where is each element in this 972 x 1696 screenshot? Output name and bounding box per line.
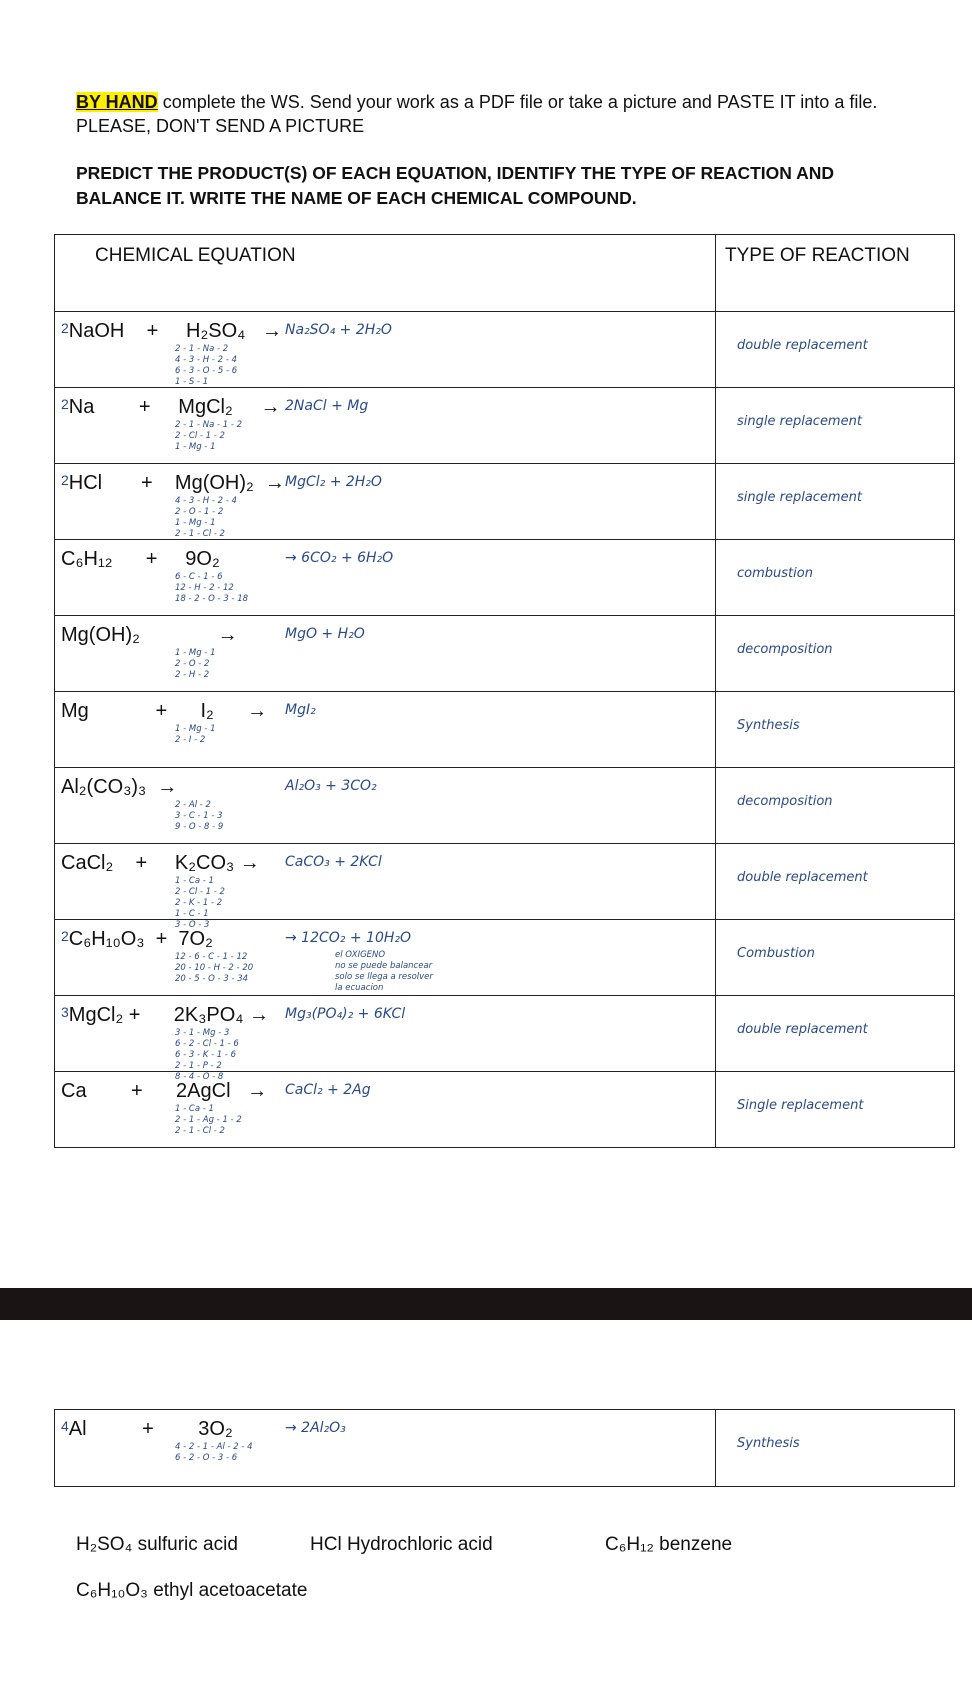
reactions-table <box>54 234 955 1148</box>
reactants: Al₂(CO₃)₃ → <box>61 776 178 798</box>
reactions-table-2 <box>54 1409 955 1487</box>
balancing-work: 6 - C - 1 - 6 12 - H - 2 - 12 18 - 2 - O - 3 - 18 <box>175 572 249 604</box>
equation <box>61 1418 233 1441</box>
products-handwritten: CaCO₃ + 2KCl <box>285 854 382 870</box>
reactants: Al + 3O₂ <box>68 1418 233 1440</box>
balancing-work: 12 - 6 - C - 1 - 12 20 - 10 - H - 2 - 20 20 - 5 - O - 3 - 34 <box>175 952 254 984</box>
header-type: TYPE OF REACTION <box>725 245 910 266</box>
equation <box>61 624 238 647</box>
footnote-hcl: HCl Hydrochloric acid <box>310 1534 493 1555</box>
products-handwritten: MgI₂ <box>285 702 316 718</box>
coefficient: 2 <box>61 320 69 336</box>
page-separator <box>0 1288 972 1320</box>
equation <box>61 928 213 951</box>
reaction-type: double replacement <box>737 1022 868 1037</box>
reactants: Ca + 2AgCl → <box>61 1080 268 1102</box>
footnote-h2so4: H₂SO₄ sulfuric acid <box>76 1534 238 1555</box>
products-handwritten: MgCl₂ + 2H₂O <box>285 474 382 490</box>
table-row <box>55 615 954 691</box>
equation <box>61 1080 267 1103</box>
products-handwritten: 2NaCl + Mg <box>285 398 369 414</box>
reactants: CaCl₂ + K₂CO₃ → <box>61 852 260 874</box>
instruction-line1: complete the WS. Send your work as a PDF file or take a picture and PASTE IT into a file. <box>157 92 878 112</box>
products-handwritten: Na₂SO₄ + 2H₂O <box>285 322 392 338</box>
footnote-c6h12: C₆H₁₂ benzene <box>605 1534 733 1555</box>
table-row <box>55 691 954 767</box>
balancing-work: 3 - 1 - Mg - 3 6 - 2 - Cl - 1 - 6 6 - 3 - K - 1 - 6 2 - 1 - P - 2 8 - 4 - O - 8 <box>175 1028 239 1082</box>
balancing-work: 4 - 2 - 1 - Al - 2 - 4 6 - 2 - O - 3 - 6 <box>175 1442 253 1463</box>
table-header <box>55 235 954 311</box>
reaction-type: decomposition <box>737 794 833 809</box>
equation <box>61 320 282 343</box>
products-handwritten: → 12CO₂ + 10H₂O <box>285 930 412 946</box>
reactants: Na + MgCl₂ → <box>68 396 281 418</box>
reaction-type: Single replacement <box>737 1098 864 1113</box>
reaction-type: double replacement <box>737 338 868 353</box>
reactants: Mg(OH)₂ → <box>61 624 238 646</box>
reaction-type: Synthesis <box>737 1436 800 1451</box>
coefficient: 3 <box>61 1004 69 1020</box>
reaction-type: Synthesis <box>737 718 800 733</box>
reactants: NaOH + H₂SO₄ → <box>68 320 282 342</box>
balancing-work: 2 - 1 - Na - 2 4 - 3 - H - 2 - 4 6 - 3 - O - 5 - 6 1 - S - 1 <box>175 344 238 387</box>
table-row <box>55 311 954 387</box>
reaction-type: single replacement <box>737 414 862 429</box>
reactants: MgCl₂ + 2K₃PO₄ → <box>68 1004 270 1026</box>
task-instructions: PREDICT THE PRODUCT(S) OF EACH EQUATION, IDENTIFY THE TYPE OF REACTION AND BALANCE IT. WRITE THE NAME OF EACH CHEMICAL COMPOUND. <box>76 163 835 208</box>
reaction-type: Combustion <box>737 946 815 961</box>
reaction-type: double replacement <box>737 870 868 885</box>
reaction-type: decomposition <box>737 642 833 657</box>
balancing-work: 1 - Ca - 1 2 - 1 - Ag - 1 - 2 2 - 1 - Cl - 2 <box>175 1104 242 1136</box>
balancing-work: 4 - 3 - H - 2 - 4 2 - O - 1 - 2 1 - Mg - 1 2 - 1 - Cl - 2 <box>175 496 237 539</box>
table-row <box>55 463 954 539</box>
products-handwritten: Al₂O₃ + 3CO₂ <box>285 778 377 794</box>
products-handwritten: → 2Al₂O₃ <box>285 1420 346 1436</box>
reactants: Mg + I₂ → <box>61 700 268 722</box>
equation <box>61 852 260 875</box>
table-row <box>55 539 954 615</box>
table-row <box>55 767 954 843</box>
products-handwritten: CaCl₂ + 2Ag <box>285 1082 371 1098</box>
balancing-work: 2 - Al - 2 3 - C - 1 - 3 9 - O - 8 - 9 <box>175 800 224 832</box>
by-hand-highlight: BY HAND <box>76 92 158 112</box>
reactants: C₆H₁₂ + 9O₂ <box>61 548 220 570</box>
products-handwritten: → 6CO₂ + 6H₂O <box>285 550 394 566</box>
equation <box>61 776 177 799</box>
balancing-work: 1 - Ca - 1 2 - Cl - 1 - 2 2 - K - 1 - 2 1 - C - 1 3 - O - 3 <box>175 876 225 930</box>
table-row <box>55 995 954 1082</box>
balancing-work: 2 - 1 - Na - 1 - 2 2 - Cl - 1 - 2 1 - Mg - 1 <box>175 420 243 452</box>
reaction-type: single replacement <box>737 490 862 505</box>
reactants: HCl + Mg(OH)₂ → <box>68 472 285 494</box>
coefficient: 4 <box>61 1418 69 1434</box>
equation <box>61 1004 269 1027</box>
reactants: C₆H₁₀O₃ + 7O₂ <box>68 928 213 950</box>
products-handwritten: Mg₃(PO₄)₂ + 6KCl <box>285 1006 406 1022</box>
equation <box>61 396 281 419</box>
table-row <box>55 1071 954 1147</box>
reaction-type: combustion <box>737 566 813 581</box>
instructions <box>76 90 936 138</box>
coefficient: 2 <box>61 928 69 944</box>
coefficient: 2 <box>61 472 69 488</box>
table-row <box>55 1410 954 1486</box>
table-row <box>55 387 954 463</box>
footnote-c6h10o3: C₆H₁₀O₃ ethyl acetoacetate <box>76 1580 308 1601</box>
equation <box>61 548 220 571</box>
equation <box>61 700 267 723</box>
products-handwritten: MgO + H₂O <box>285 626 365 642</box>
equation <box>61 472 285 495</box>
balancing-work: 1 - Mg - 1 2 - O - 2 2 - H - 2 <box>175 648 216 680</box>
balancing-work: 1 - Mg - 1 2 - I - 2 <box>175 724 216 745</box>
table-row <box>55 843 954 930</box>
instruction-line2: PLEASE, DON'T SEND A PICTURE <box>76 116 365 136</box>
coefficient: 2 <box>61 396 69 412</box>
handwritten-note: el OXIGENO no se puede balancear solo se llega a resolver la ecuacion <box>335 950 433 993</box>
header-equation: CHEMICAL EQUATION <box>95 245 296 266</box>
table-row <box>55 919 954 995</box>
